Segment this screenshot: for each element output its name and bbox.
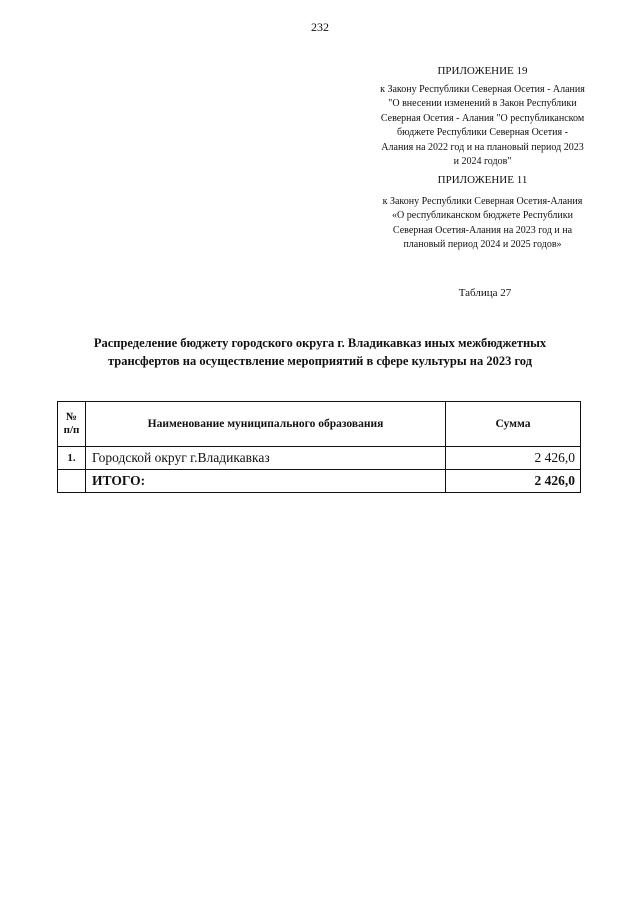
table-header-row xyxy=(58,402,581,447)
appendix-11-text: к Закону Республики Северная Осетия-Алания «О республиканском бюджете Республики Северная Осетия-Алания на 2023 год и на плановый период 2024 и 2025 годов» xyxy=(382,196,583,251)
table-total-row xyxy=(58,470,581,493)
total-number-cell xyxy=(58,470,86,493)
page-number: 232 xyxy=(311,20,329,34)
row-municipality: Городской округ г.Владикавказ xyxy=(86,447,446,470)
appendix-11-title: ПРИЛОЖЕНИЕ 11 xyxy=(437,174,528,186)
table-row xyxy=(58,447,581,470)
header-sum: Сумма xyxy=(446,402,581,447)
total-sum: 2 426,0 xyxy=(446,470,581,493)
table-label: Таблица 27 xyxy=(458,287,512,299)
row-sum: 2 426,0 xyxy=(446,447,581,470)
total-label: ИТОГО: xyxy=(86,470,446,493)
header-municipality: Наименование муниципального образования xyxy=(86,402,446,447)
budget-table xyxy=(57,401,581,493)
appendix-19-title: ПРИЛОЖЕНИЕ 19 xyxy=(437,65,528,77)
appendix-19-text: к Закону Республики Северная Осетия - Алания "О внесении изменений в Закон Республики Северная Осетия - Алания "О республиканском бюджете Республики Северная Осетия - Алания на 2022 год и на плановый период 2023 и 2024 годов" xyxy=(380,84,585,168)
document-title: Распределение бюджету городского округа г. Владикавказ иных межбюджетных трансфертов на осуществление мероприятий в сфере культуры на 2023 год xyxy=(93,336,547,368)
header-number: № п/п xyxy=(58,402,86,447)
row-number: 1. xyxy=(58,447,86,470)
